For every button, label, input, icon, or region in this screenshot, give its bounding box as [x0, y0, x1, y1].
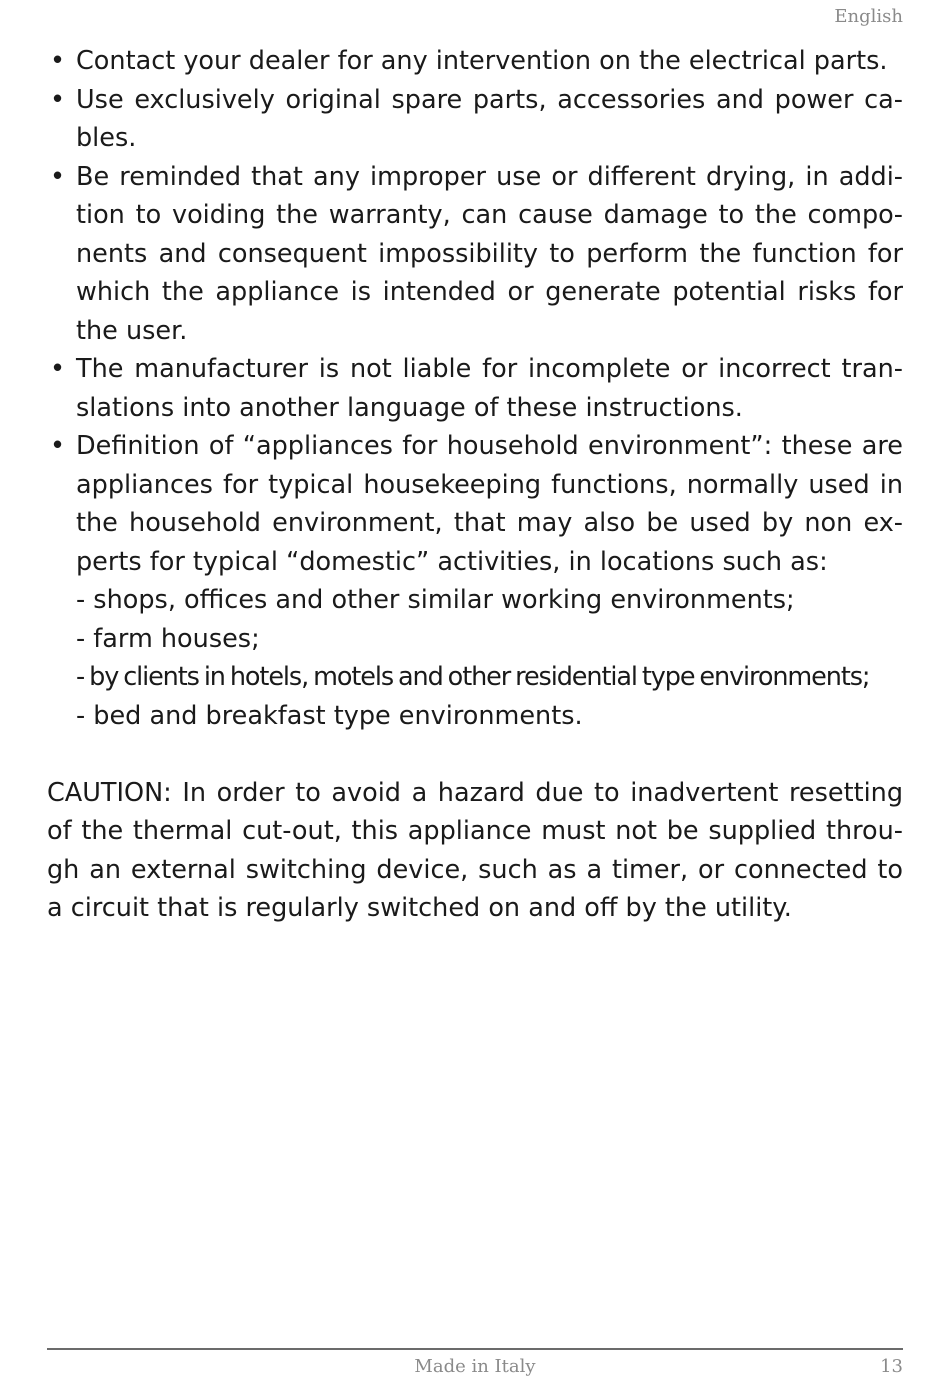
caution-paragraph: CAUTION: In order to avoid a hazard due to inadvertent resetting of the thermal cut-out, this appliance must not be supplied through an external switching device, such as a timer, or connected to a circuit that is regularly switched on and off by the utility.: [47, 777, 903, 923]
footer-made-in: Made in Italy: [414, 1356, 536, 1377]
bullet-text: Contact your dealer for any intervention on the electrical parts.: [76, 46, 888, 76]
bullet-dot: •: [50, 84, 66, 115]
header-language: English: [834, 6, 903, 27]
location-item: - bed and breakfast type environments.: [76, 700, 583, 731]
bullet-dot: •: [50, 46, 66, 76]
bullet-text: The manufacturer is not liable for incomplete or incorrect translations into another language of these instructions.: [76, 354, 903, 423]
page-content: [47, 42, 903, 953]
location-item: - by clients in hotels, motels and other residential type environments;: [76, 662, 870, 692]
bullet-item: [47, 42, 903, 81]
bullet-dot: •: [50, 161, 66, 192]
bullet-item: [47, 158, 903, 351]
page-number: 13: [880, 1356, 903, 1377]
bullet-dot: •: [50, 431, 66, 461]
bullet-dot: •: [50, 354, 66, 384]
bullet-text: Be reminded that any improper use or different drying, in addition to voiding the warranty, can cause damage to the components and consequent impossibility to perform the function for which the appliance is intended or generate potential risks for the user.: [76, 161, 903, 346]
bullet-text: Definition of “appliances for household environment”: these are appliances for typical housekeeping functions, normally used in the household environment, that may also be used by non experts for typical “domestic” activities, in locations such as:: [76, 431, 903, 577]
location-item: - shops, offices and other similar working environments;: [76, 585, 795, 615]
safety-bullet-list: [47, 42, 903, 735]
bullet-item: [47, 81, 903, 158]
bullet-text: Use exclusively original spare parts, accessories and power cables.: [76, 84, 903, 153]
bullet-item: [47, 350, 903, 427]
bullet-item: [47, 427, 903, 735]
location-list: [76, 581, 903, 735]
footer-divider: [47, 1348, 903, 1350]
location-item: - farm houses;: [76, 623, 260, 654]
